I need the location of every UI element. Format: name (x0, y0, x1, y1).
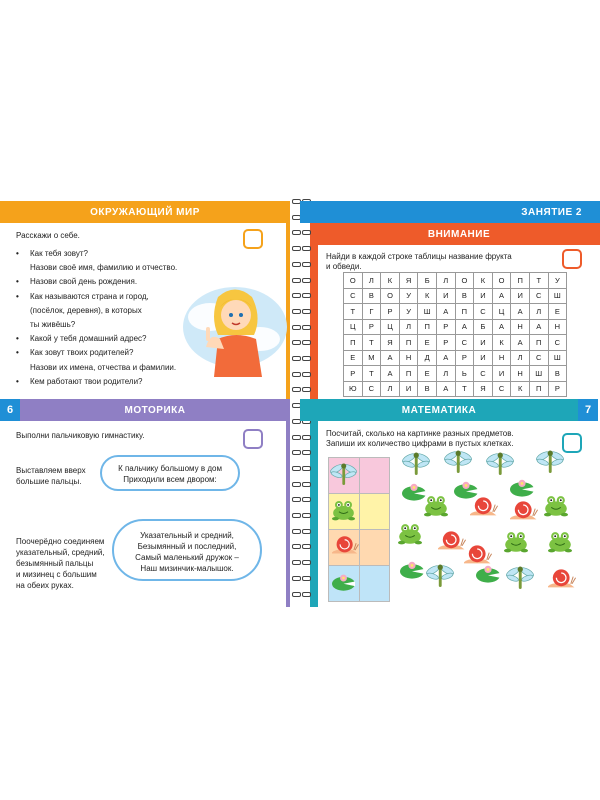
grid-cell[interactable]: И (436, 288, 455, 304)
spiral-hole (292, 466, 301, 471)
grid-cell[interactable]: А (511, 304, 530, 320)
grid-cell[interactable]: С (455, 335, 474, 351)
spiral-hole (302, 309, 311, 314)
spine-strip (286, 421, 290, 607)
grid-row (344, 350, 567, 366)
spiral-hole (302, 372, 311, 377)
spiral-hole (292, 592, 301, 597)
count-answer-cell[interactable] (360, 458, 390, 494)
spiral-hole (302, 262, 311, 267)
task-intro: Расскажи о себе. (16, 231, 80, 240)
bullet-icon: • (16, 277, 19, 287)
grid-cell[interactable]: Л (436, 273, 455, 289)
dragonfly-icon (329, 463, 358, 485)
spiral-hole (302, 576, 311, 581)
grid-cell[interactable]: Т (362, 335, 381, 351)
grid-cell[interactable]: И (399, 381, 418, 397)
count-answer-cell[interactable] (360, 530, 390, 566)
section-header-attention: ВНИМАНИЕ (318, 223, 600, 245)
list-item-text: Назови их имена, отчества и фамилии. (30, 362, 177, 372)
spiral-hole (292, 576, 301, 581)
task-checkbox[interactable] (243, 429, 263, 449)
list-item (16, 261, 226, 275)
spiral-hole (302, 450, 311, 455)
spiral-hole (292, 372, 301, 377)
spiral-hole (302, 340, 311, 345)
grid-cell[interactable]: Л (399, 319, 418, 335)
section-header-math: МАТЕМАТИКА (300, 399, 578, 421)
grid-cell[interactable]: Т (344, 304, 363, 320)
spiral-hole (302, 592, 311, 597)
spiral-hole (302, 325, 311, 330)
count-row (329, 530, 390, 566)
grid-cell[interactable]: Р (455, 350, 474, 366)
list-item-text: Как называются страна и город, (30, 291, 149, 301)
spiral-hole (302, 293, 311, 298)
motor-step-1: Выставляем вверх большие пальцы. (16, 466, 86, 486)
spiral-hole (292, 230, 301, 235)
grid-cell[interactable]: А (436, 350, 455, 366)
page-number-left: 6 (0, 399, 20, 421)
dragonfly-icon (401, 452, 431, 475)
bullet-icon: • (16, 348, 19, 358)
spiral-hole (292, 262, 301, 267)
grid-cell[interactable]: С (474, 304, 493, 320)
grid-cell[interactable]: А (381, 350, 400, 366)
spiral-hole (302, 544, 311, 549)
grid-cell[interactable]: Р (436, 335, 455, 351)
motor-step-2: Поочерёдно соединяем указательный, средний, безымянный пальцы и мизинец с большим на обеих руках. (16, 537, 105, 590)
snail-icon (548, 569, 576, 587)
grid-cell[interactable]: И (474, 288, 493, 304)
grid-cell[interactable]: Р (436, 319, 455, 335)
grid-cell[interactable]: П (455, 304, 474, 320)
grid-cell[interactable]: Я (399, 273, 418, 289)
grid-cell[interactable]: П (399, 366, 418, 382)
dragonfly-icon (443, 450, 473, 473)
bullet-icon: • (16, 291, 19, 301)
lilypad-icon (332, 575, 355, 591)
spiral-hole (292, 340, 301, 345)
spiral-hole (292, 246, 301, 251)
bullet-icon: • (16, 249, 19, 258)
list-item-text: Как тебя зовут? (30, 249, 88, 258)
spine-strip (310, 421, 318, 607)
spiral-hole (302, 230, 311, 235)
spiral-hole (302, 529, 311, 534)
spiral-hole (292, 450, 301, 455)
spiral-hole (302, 560, 311, 565)
math-task-line-2: Запиши их количество цифрами в пустых клетках. (326, 439, 514, 448)
spiral-hole (292, 497, 301, 502)
grid-cell[interactable]: Н (492, 350, 511, 366)
grid-cell[interactable]: А (529, 319, 548, 335)
grid-cell[interactable]: Ш (418, 304, 437, 320)
grid-cell[interactable]: Е (418, 366, 437, 382)
grid-cell[interactable]: Л (362, 273, 381, 289)
math-task-line-1: Посчитай, сколько на картинке разных предметов. (326, 429, 514, 438)
grid-cell[interactable]: С (529, 288, 548, 304)
grid-cell[interactable]: С (548, 335, 567, 351)
section-header-motor: МОТОРИКА (20, 399, 290, 421)
spiral-hole (302, 278, 311, 283)
grid-cell[interactable]: Л (529, 304, 548, 320)
grid-cell[interactable]: У (548, 273, 567, 289)
grid-cell[interactable]: С (474, 366, 493, 382)
list-item-text: Как зовут твоих родителей? (30, 348, 134, 358)
grid-cell[interactable]: А (381, 366, 400, 382)
spiral-hole (302, 466, 311, 471)
grid-cell[interactable]: Ц (344, 319, 363, 335)
grid-cell[interactable]: В (548, 366, 567, 382)
grid-cell[interactable]: Д (418, 350, 437, 366)
lilypad-icon (476, 566, 500, 583)
grid-cell[interactable]: И (474, 335, 493, 351)
grid-cell[interactable]: А (511, 335, 530, 351)
task-checkbox[interactable] (243, 229, 263, 249)
grid-cell[interactable]: Н (511, 319, 530, 335)
grid-cell[interactable]: К (381, 273, 400, 289)
lesson-header: ЗАНЯТИЕ 2 (300, 201, 600, 223)
spiral-hole (302, 435, 311, 440)
grid-cell[interactable]: Н (548, 319, 567, 335)
grid-cell[interactable]: П (399, 335, 418, 351)
grid-cell[interactable]: Ш (548, 288, 567, 304)
grid-cell[interactable]: К (511, 381, 530, 397)
dragonfly-icon (505, 566, 535, 589)
spiral-hole (292, 482, 301, 487)
lilypad-icon (510, 480, 534, 497)
lilypad-icon (402, 484, 426, 501)
grid-cell[interactable]: Л (381, 381, 400, 397)
lilypad-icon (400, 562, 424, 579)
grid-cell[interactable]: Л (511, 350, 530, 366)
spine-strip (310, 223, 318, 399)
grid-cell[interactable]: П (529, 381, 548, 397)
grid-cell[interactable]: А (492, 319, 511, 335)
grid-cell[interactable]: О (492, 273, 511, 289)
spiral-hole (292, 560, 301, 565)
dragonfly-icon (425, 564, 455, 587)
grid-cell[interactable]: Н (399, 350, 418, 366)
grid-cell[interactable]: Я (381, 335, 400, 351)
count-answer-cell[interactable] (360, 494, 390, 530)
spiral-hole (292, 544, 301, 549)
spiral-hole (302, 513, 311, 518)
grid-cell[interactable]: Ц (492, 304, 511, 320)
count-icon-cell (329, 530, 360, 566)
spiral-hole (292, 356, 301, 361)
count-icon-cell (329, 494, 360, 530)
grid-cell[interactable]: У (399, 288, 418, 304)
page-number-right: 7 (578, 399, 598, 421)
grid-cell[interactable]: С (492, 381, 511, 397)
counting-picture (398, 449, 578, 601)
spiral-hole (292, 325, 301, 330)
frog-icon (548, 532, 572, 552)
task-checkbox[interactable] (562, 249, 582, 269)
grid-cell[interactable]: Н (511, 366, 530, 382)
grid-cell[interactable]: О (381, 288, 400, 304)
grid-row (344, 381, 567, 397)
spiral-hole (302, 387, 311, 392)
grid-cell[interactable]: И (474, 350, 493, 366)
grid-cell[interactable]: Л (436, 366, 455, 382)
list-item-text: ты живёшь? (30, 319, 76, 329)
spiral-hole (292, 513, 301, 518)
grid-cell[interactable]: Ц (381, 319, 400, 335)
spiral-hole (292, 435, 301, 440)
list-item (16, 247, 226, 261)
bullet-icon: • (16, 376, 19, 386)
poem-cloud-1: К пальчику большому в дом Приходили всем двором: (100, 455, 240, 491)
grid-cell[interactable]: Т (362, 366, 381, 382)
count-row (329, 494, 390, 530)
girl-illustration (180, 277, 290, 377)
grid-cell[interactable]: Т (529, 273, 548, 289)
grid-cell[interactable]: А (492, 288, 511, 304)
spiral-hole (302, 497, 311, 502)
grid-cell[interactable]: П (418, 319, 437, 335)
grid-cell[interactable]: К (474, 273, 493, 289)
grid-cell[interactable]: Р (362, 319, 381, 335)
grid-row (344, 288, 567, 304)
grid-cell[interactable]: У (399, 304, 418, 320)
spiral-hole (292, 278, 301, 283)
snail-icon (464, 545, 492, 563)
grid-cell[interactable]: М (362, 350, 381, 366)
grid-row (344, 366, 567, 382)
snail-icon (438, 531, 466, 549)
attention-task-line-1: Найди в каждой строке таблицы название фрукта (326, 252, 512, 261)
grid-row (344, 304, 567, 320)
count-icon-cell (329, 458, 360, 494)
attention-task-line-2: и обведи. (326, 262, 362, 271)
grid-cell[interactable]: Е (344, 350, 363, 366)
letter-grid (343, 272, 567, 397)
bullet-icon: • (16, 334, 19, 344)
grid-row (344, 273, 567, 289)
grid-row (344, 335, 567, 351)
grid-cell[interactable]: Б (474, 319, 493, 335)
spiral-hole (302, 482, 311, 487)
section-header-world: ОКРУЖАЮЩИЙ МИР (0, 201, 290, 223)
grid-cell[interactable]: В (418, 381, 437, 397)
spiral-hole (302, 246, 311, 251)
frog-icon (332, 501, 355, 520)
grid-cell[interactable]: П (529, 335, 548, 351)
grid-cell[interactable]: Г (362, 304, 381, 320)
grid-cell[interactable]: К (492, 335, 511, 351)
grid-cell[interactable]: О (455, 273, 474, 289)
grid-cell[interactable]: Е (418, 335, 437, 351)
poem-cloud-2: Указательный и средний, Безымянный и последний, Самый маленький дружок – Наш мизинчик-малышок. (112, 519, 262, 581)
grid-cell[interactable]: Ь (455, 366, 474, 382)
lilypad-icon (454, 482, 478, 499)
grid-row (344, 319, 567, 335)
grid-cell[interactable]: Ш (548, 350, 567, 366)
spiral-hole (292, 309, 301, 314)
spiral-hole (292, 293, 301, 298)
grid-cell[interactable]: С (362, 381, 381, 397)
count-row (329, 566, 390, 602)
count-icon-cell (329, 566, 360, 602)
grid-cell[interactable]: К (418, 288, 437, 304)
grid-cell[interactable]: О (344, 273, 363, 289)
grid-cell[interactable]: Е (548, 304, 567, 320)
list-item-text: Какой у тебя домашний адрес? (30, 334, 147, 344)
frog-icon (544, 496, 568, 516)
spiral-hole (292, 387, 301, 392)
spiral-hole (292, 529, 301, 534)
grid-cell[interactable]: С (529, 350, 548, 366)
frog-icon (424, 496, 448, 516)
list-item-text: (посёлок, деревня), в которых (30, 305, 142, 315)
grid-cell[interactable]: А (436, 381, 455, 397)
spiral-hole (302, 356, 311, 361)
snail-icon (510, 501, 538, 519)
grid-cell[interactable]: Р (381, 304, 400, 320)
frog-icon (504, 532, 528, 552)
grid-cell[interactable]: С (344, 288, 363, 304)
snail-icon (332, 536, 358, 553)
grid-cell[interactable]: А (436, 304, 455, 320)
grid-cell[interactable]: Р (344, 366, 363, 382)
grid-cell[interactable]: И (511, 288, 530, 304)
workbook-spread (0, 193, 600, 607)
grid-cell[interactable]: В (455, 288, 474, 304)
dragonfly-icon (485, 452, 515, 475)
grid-cell[interactable]: Б (418, 273, 437, 289)
count-table (328, 457, 390, 602)
grid-cell[interactable]: Р (548, 381, 567, 397)
count-row (329, 458, 390, 494)
list-item-text: Назови свой день рождения. (30, 277, 138, 287)
grid-cell[interactable]: П (344, 335, 363, 351)
motor-intro: Выполни пальчиковую гимнастику. (16, 431, 145, 440)
grid-cell[interactable]: Ю (344, 381, 363, 397)
grid-cell[interactable]: Т (455, 381, 474, 397)
grid-cell[interactable]: А (455, 319, 474, 335)
count-answer-cell[interactable] (360, 566, 390, 602)
snail-icon (470, 497, 498, 515)
frog-icon (398, 524, 422, 544)
dragonfly-icon (535, 450, 565, 473)
list-item-text: Назови своё имя, фамилию и отчество. (30, 263, 178, 273)
grid-cell[interactable]: Я (474, 381, 493, 397)
grid-cell[interactable]: В (362, 288, 381, 304)
grid-cell[interactable]: Ш (529, 366, 548, 382)
grid-cell[interactable]: П (511, 273, 530, 289)
list-item-text: Кем работают твои родители? (30, 376, 143, 386)
grid-cell[interactable]: И (492, 366, 511, 382)
